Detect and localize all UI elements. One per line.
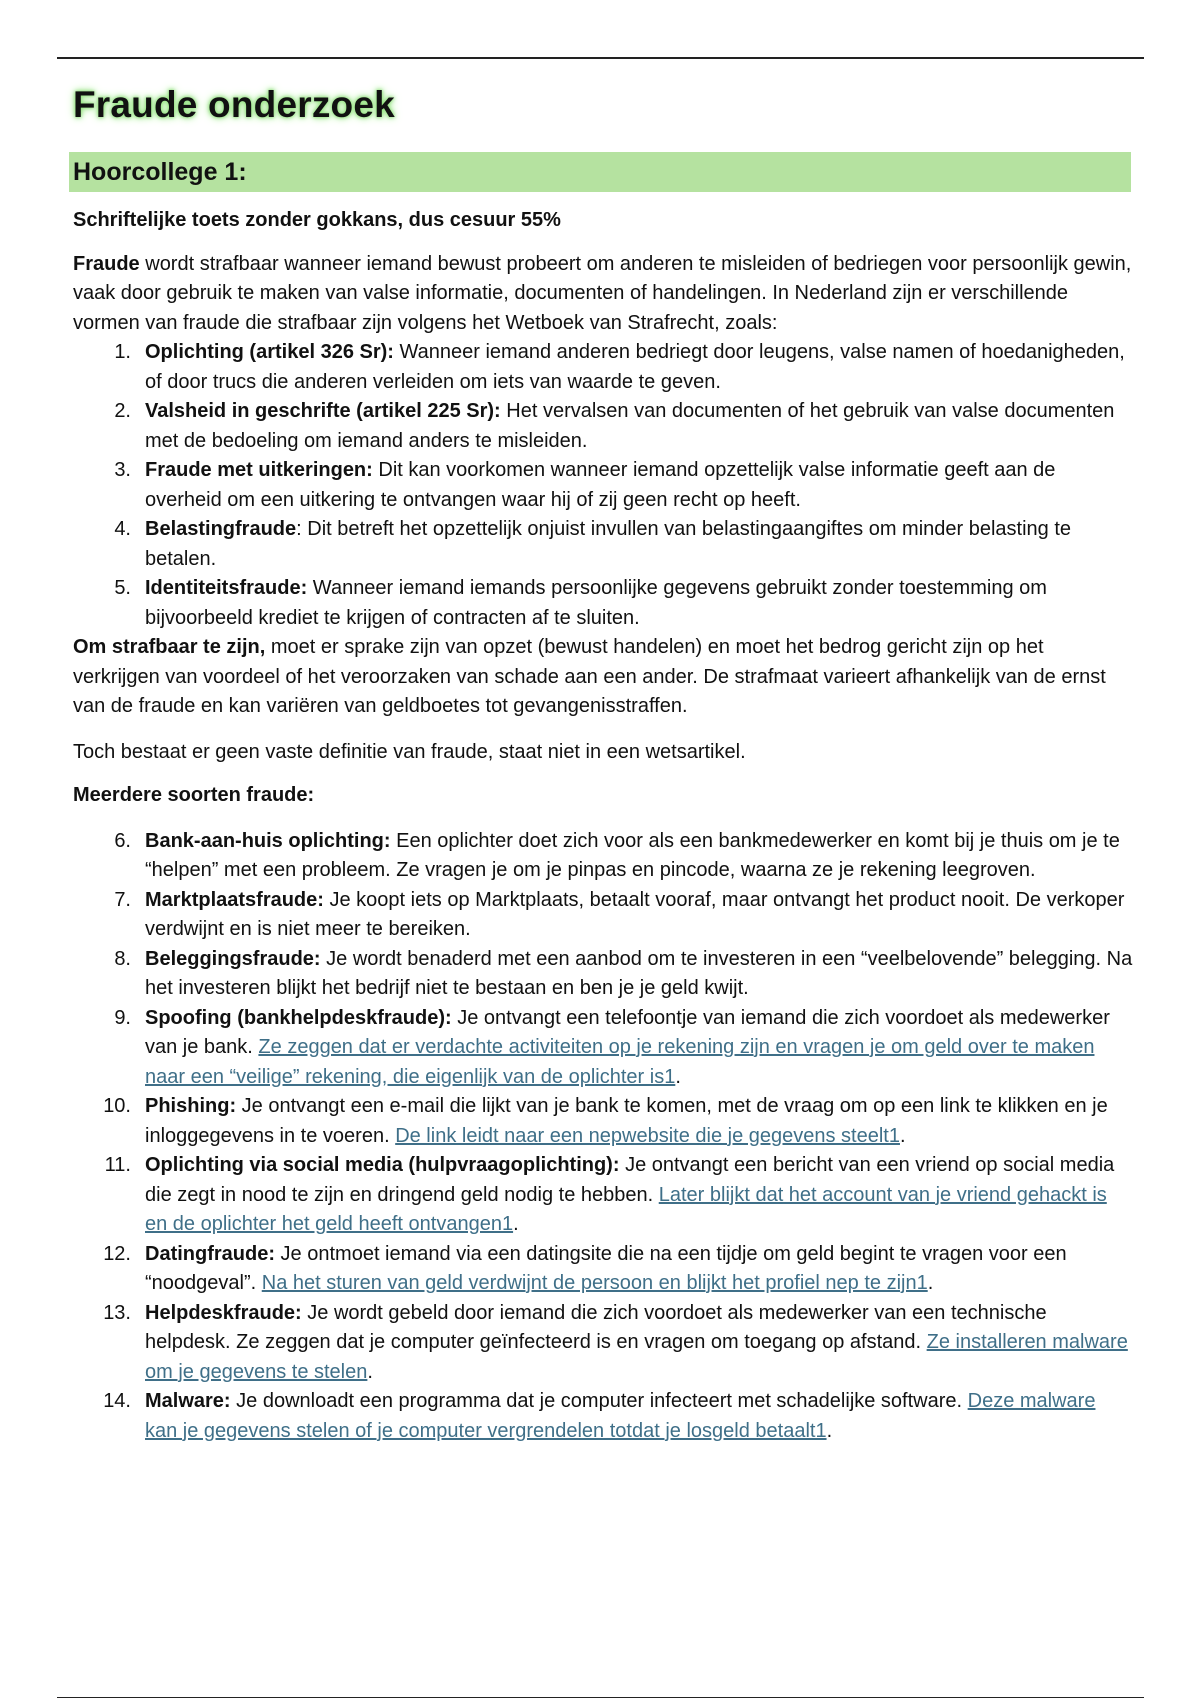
strafbaar-bold: Om strafbaar te zijn,: [73, 636, 266, 658]
fraud-types-list: [73, 827, 1133, 1447]
citation-link[interactable]: Deze malware kan je gegevens stelen of je computer vergrendelen totdat je losgeld betaalt1: [145, 1390, 1096, 1442]
list-number: 11.: [104, 1154, 131, 1176]
list-item: [73, 1092, 1133, 1151]
list-text: : Dit betreft het opzettelijk onjuist invullen van belastingaangiftes om minder belasting te betalen.: [145, 518, 1072, 570]
list-after: .: [899, 1124, 906, 1147]
citation-link[interactable]: Later blijkt dat het account van je vriend gehackt is en de oplichter het geld heeft ontvangen1: [145, 1183, 1107, 1235]
document-page: [73, 78, 1133, 1446]
fraud-forms-list: [73, 338, 1133, 633]
list-item: [73, 1299, 1133, 1388]
list-term: Spoofing (bankhelpdeskfraude):: [145, 1006, 452, 1029]
list-after: .: [927, 1272, 934, 1294]
list-term: Helpdeskfraude:: [145, 1301, 302, 1324]
list-text: Je koopt iets op Marktplaats, betaalt vooraf, maar ontvangt het product nooit. De verkoper verdwijnt en is niet meer te bereiken.: [145, 888, 1125, 940]
citation-link[interactable]: Ze zeggen dat er verdachte activiteiten op je rekening zijn en vragen je om geld over te maken naar een “veilige” rekening, die eigenlijk van de oplichter is1: [145, 1036, 1095, 1088]
list-after: .: [675, 1065, 681, 1088]
list-text: Een oplichter doet zich voor als een bankmedewerker en komt bij je thuis om je te “helpen” met een probleem. Ze vragen je om je pinpas en pincode, waarna ze je rekening leegroven.: [145, 829, 1120, 881]
list-number: 12.: [103, 1242, 131, 1265]
subtitle: Schriftelijke toets zonder gokkans, dus cesuur 55%: [73, 209, 561, 231]
list-item: [73, 1151, 1133, 1240]
document-title: Fraude onderzoek: [73, 84, 395, 125]
section-heading-bar: [69, 152, 1131, 192]
list-item: [73, 886, 1133, 945]
list-term: Marktplaatsfraude:: [145, 888, 324, 911]
strafbaar-text: moet er sprake zijn van opzet (bewust handelen) en moet het bedrog gericht zijn op het verkrijgen van voordeel of het veroorzaken van schade aan een ander. De strafmaat varieert afhankelijk van de ernst van de fraude en kan variëren van geldboetes tot gevangenisstraffen.: [73, 636, 1106, 717]
citation-link[interactable]: Na het sturen van geld verdwijnt de persoon en blijkt het profiel nep te zijn1: [261, 1272, 928, 1294]
list-text: Je ontvangt een e-mail die lijkt van je bank te komen, met de vraag om op een link te klikken en je inloggegevens in te voeren.: [145, 1095, 1108, 1147]
list-number: 6.: [114, 829, 131, 852]
list-number: 14.: [103, 1390, 131, 1412]
list-text: Je wordt benaderd met een aanbod om te investeren in een “veelbelovende” belegging. Na het investeren blijkt het bedrijf niet te bestaan en ben je je geld kwijt.: [145, 947, 1133, 999]
list-number: 13.: [103, 1301, 131, 1324]
list-item: [73, 945, 1133, 1004]
bottom-rule: [57, 1697, 1144, 1698]
list-item: [73, 515, 1133, 574]
list-term: Datingfraude:: [145, 1242, 275, 1265]
list-text: Dit kan voorkomen wanneer iemand opzettelijk valse informatie geeft aan de overheid om een uitkering te ontvangen waar hij of zij geen recht op heeft.: [145, 459, 1056, 511]
list-item: [73, 397, 1133, 456]
list-term: Phishing:: [145, 1095, 237, 1117]
list-text: Je ontvangt een bericht van een vriend op social media die zegt in nood te zijn en dringend geld nodig te hebben.: [145, 1154, 1115, 1206]
soorten-heading-text: Meerdere soorten fraude:: [73, 784, 315, 806]
list-number: 2.: [114, 400, 131, 422]
list-item: [73, 1004, 1133, 1093]
list-term: Oplichting via social media (hulpvraagoplichting):: [145, 1154, 620, 1176]
list-term: Oplichting (artikel 326 Sr):: [145, 341, 394, 363]
citation-link[interactable]: De link leidt naar een nepwebsite die je gegevens steelt1: [395, 1124, 900, 1147]
strafbaar-paragraph: [73, 633, 1133, 722]
top-rule: [57, 57, 1144, 59]
list-item: [73, 827, 1133, 886]
list-term: Beleggingsfraude:: [145, 947, 321, 970]
list-text: Je ontmoet iemand via een datingsite die na een tijdje om geld begint te vragen voor een “noodgeval”.: [145, 1242, 1067, 1294]
list-number: 8.: [114, 947, 131, 970]
list-number: 3.: [114, 459, 131, 481]
list-after: .: [513, 1213, 519, 1235]
list-term: Identiteitsfraude:: [145, 577, 308, 599]
list-item: [73, 1387, 1133, 1446]
list-text: Je ontvangt een telefoontje van iemand die zich voordoet als medewerker van je bank.: [145, 1006, 1110, 1058]
definitie-paragraph: Toch bestaat er geen vaste definitie van fraude, staat niet in een wetsartikel.: [73, 740, 746, 763]
list-after: .: [367, 1360, 373, 1383]
citation-link[interactable]: Ze installeren malware om je gegevens te stelen: [145, 1331, 1128, 1383]
list-number: 9.: [114, 1006, 131, 1029]
list-term: Malware:: [145, 1390, 231, 1412]
list-item: [73, 456, 1133, 515]
list-item: [73, 574, 1133, 633]
intro-paragraph: [73, 250, 1133, 339]
list-number: 4.: [114, 518, 131, 540]
intro-bold: Fraude: [73, 252, 140, 275]
list-number: 10.: [103, 1095, 131, 1117]
list-item: [73, 338, 1133, 397]
intro-text: wordt strafbaar wanneer iemand bewust probeert om anderen te misleiden of bedriegen voor persoonlijk gewin, vaak door gebruik te maken van valse informatie, documenten of handelingen. In Nederland zijn er verschillende vormen van fraude die strafbaar zijn volgens het Wetboek van Strafrecht, zoals:: [73, 252, 1132, 334]
list-text: Je wordt gebeld door iemand die zich voordoet als medewerker van een technische helpdesk. Ze zeggen dat je computer geïnfecteerd is en vragen om toegang op afstand.: [145, 1301, 1047, 1353]
list-term: Belastingfraude: [145, 518, 297, 540]
list-text: Wanneer iemand anderen bedriegt door leugens, valse namen of hoedanigheden, of door trucs die anderen verleiden om iets van waarde te geven.: [145, 341, 1125, 393]
list-text: Je downloadt een programma dat je computer infecteert met schadelijke software.: [230, 1390, 968, 1412]
list-term: Bank-aan-huis oplichting:: [145, 829, 391, 852]
list-term: Valsheid in geschrifte (artikel 225 Sr):: [145, 400, 501, 422]
soorten-heading: [73, 781, 1133, 811]
list-item: [73, 1240, 1133, 1299]
list-number: 5.: [114, 577, 131, 599]
list-text: Het vervalsen van documenten of het gebruik van valse documenten met de bedoeling om iemand anders te misleiden.: [145, 400, 1115, 452]
list-text: Wanneer iemand iemands persoonlijke gegevens gebruikt zonder toestemming om bijvoorbeeld krediet te krijgen of contracten af te sluiten.: [145, 577, 1047, 629]
list-after: .: [826, 1419, 833, 1442]
list-number: 1.: [114, 341, 131, 363]
list-number: 7.: [114, 888, 131, 911]
section-heading: Hoorcollege 1:: [73, 158, 247, 186]
list-term: Fraude met uitkeringen:: [145, 459, 373, 481]
